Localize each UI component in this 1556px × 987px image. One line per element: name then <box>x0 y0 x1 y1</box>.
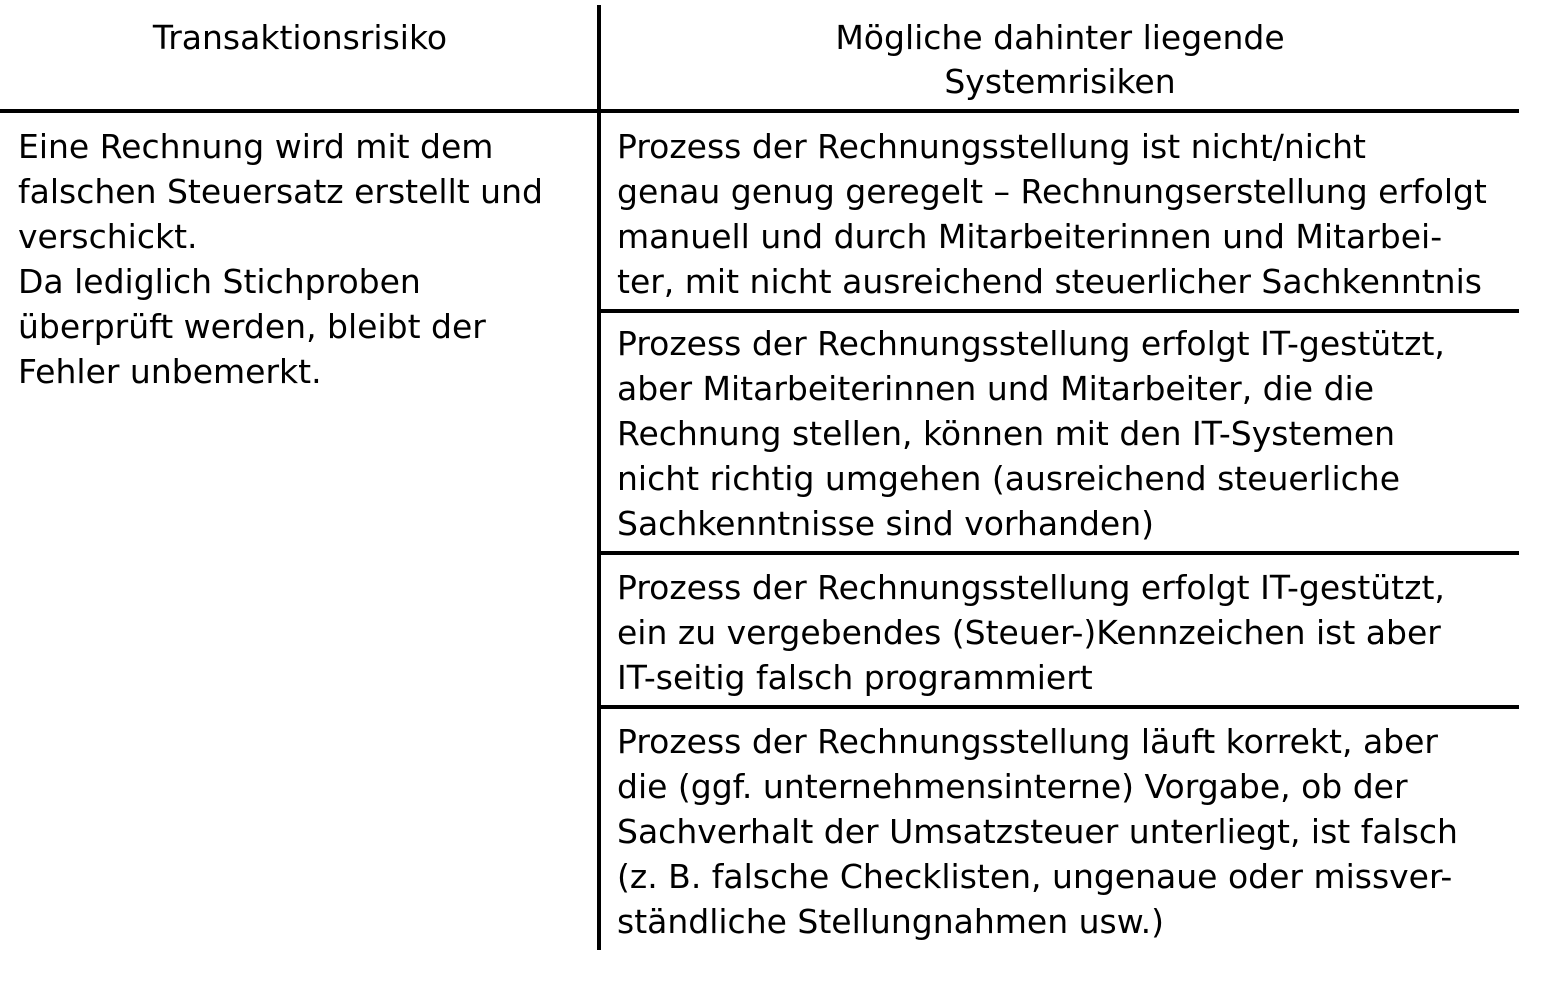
cell-line: Rechnung stellen, können mit den IT-Systemen <box>617 414 1396 453</box>
transaction-risk-cell <box>18 124 593 394</box>
cell-line: die (ggf. unternehmensinterne) Vorgabe, ob der <box>617 767 1408 806</box>
system-risk-cell-2 <box>617 321 1517 546</box>
cell-line: aber Mitarbeiterinnen und Mitarbeiter, die die <box>617 369 1375 408</box>
cell-line: genau genug geregelt – Rechnungserstellung erfolgt <box>617 172 1487 211</box>
row-divider <box>600 309 1519 313</box>
cell-line: ein zu vergebendes (Steuer-)Kennzeichen ist aber <box>617 613 1441 652</box>
header-transaction-risk: Transaktionsrisiko <box>152 18 448 57</box>
cell-line: (z. B. falsche Checklisten, ungenaue oder missver- <box>617 857 1453 896</box>
header-system-risks <box>602 16 1518 104</box>
cell-line: Prozess der Rechnungsstellung ist nicht/nicht <box>617 127 1366 166</box>
cell-line: Prozess der Rechnungsstellung läuft korrekt, aber <box>617 722 1438 761</box>
cell-line: Eine Rechnung wird mit dem <box>18 127 494 166</box>
cell-line: ständliche Stellungnahmen usw.) <box>617 902 1165 941</box>
cell-line: manuell und durch Mitarbeiterinnen und Mitarbei- <box>617 217 1443 256</box>
system-risk-cell-4 <box>617 719 1517 944</box>
cell-line: nicht richtig umgehen (ausreichend steuerliche <box>617 459 1400 498</box>
cell-line: falschen Steuersatz erstellt und <box>18 172 543 211</box>
cell-line: Fehler unbemerkt. <box>18 352 322 391</box>
cell-line: Da lediglich Stichproben <box>18 262 421 301</box>
system-risk-cell-1 <box>617 124 1517 304</box>
system-risk-cell-3 <box>617 565 1517 700</box>
row-divider <box>600 551 1519 555</box>
cell-line: ter, mit nicht ausreichend steuerlicher Sachkenntnis <box>617 262 1482 301</box>
column-divider <box>597 5 601 950</box>
cell-line: Sachverhalt der Umsatzsteuer unterliegt, ist falsch <box>617 812 1458 851</box>
row-divider <box>600 705 1519 709</box>
cell-line: verschickt. <box>18 217 198 256</box>
cell-line: Sachkenntnisse sind vorhanden) <box>617 504 1155 543</box>
cell-line: Prozess der Rechnungsstellung erfolgt IT-gestützt, <box>617 568 1445 607</box>
cell-line: überprüft werden, bleibt der <box>18 307 486 346</box>
header-divider <box>0 109 1519 113</box>
cell-line: IT-seitig falsch programmiert <box>617 658 1093 697</box>
header-system-risks-line: Systemrisiken <box>944 62 1176 101</box>
cell-line: Prozess der Rechnungsstellung erfolgt IT-gestützt, <box>617 324 1445 363</box>
header-system-risks-line: Mögliche dahinter liegende <box>835 18 1285 57</box>
